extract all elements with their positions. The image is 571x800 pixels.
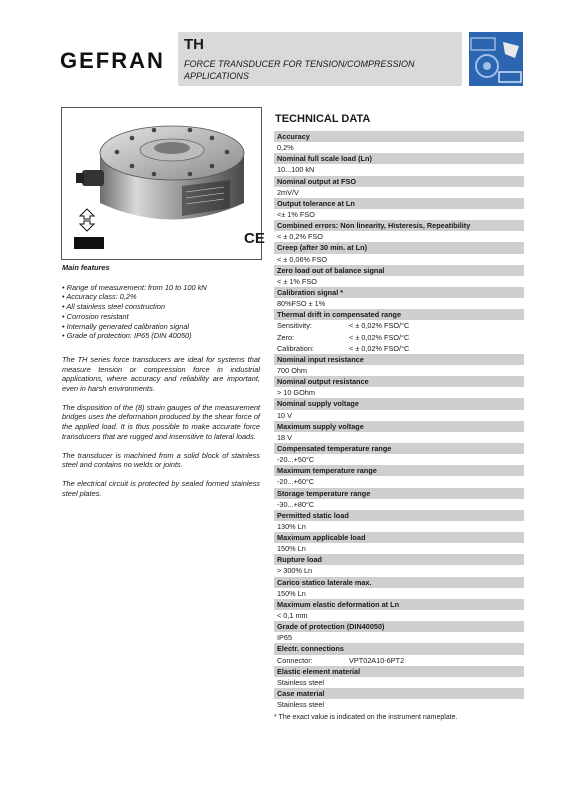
spec-key: Sensitivity:: [277, 321, 312, 331]
spec-heading: Nominal supply voltage: [274, 398, 524, 409]
spec-key-value: < ± 0,02% FSO/°C: [349, 321, 410, 331]
spec-heading: Zero load out of balance signal: [274, 265, 524, 276]
spec-heading: Rupture load: [274, 554, 524, 565]
spec-value: < ± 0,2% FSO: [274, 231, 524, 242]
spec-value: Stainless steel: [274, 699, 524, 710]
spec-heading: Compensated temperature range: [274, 443, 524, 454]
spec-heading: Maximum supply voltage: [274, 421, 524, 432]
spec-value: -20...+50°C: [274, 454, 524, 465]
spec-value: [274, 343, 524, 354]
spec-heading: Elastic element material: [274, 666, 524, 677]
spec-value: 80%FSO ± 1%: [274, 298, 524, 309]
spec-key: Calibration:: [277, 343, 314, 353]
description-paragraph: The disposition of the (8) strain gauges of the measurement bridges uses the deformation produced by the shear force of the applied load. It is thus possible to make accurate force transducers that are rugged and insensitive to lateral loads.: [62, 402, 260, 441]
spec-heading: Thermal drift in compensated range: [274, 309, 524, 320]
black-label-bar: [74, 237, 104, 249]
product-code: TH: [184, 36, 204, 53]
footnote: * The exact value is indicated on the instrument nameplate.: [274, 714, 458, 722]
description-column: [62, 263, 260, 507]
gefran-logo: GEFRAN: [60, 48, 165, 73]
spec-heading: Storage temperature range: [274, 488, 524, 499]
spec-value: Stainless steel: [274, 677, 524, 688]
application-illustration: [469, 32, 523, 86]
spec-heading: Calibration signal *: [274, 287, 524, 298]
spec-value: IP65: [274, 632, 524, 643]
spec-value: [274, 332, 524, 343]
spec-value: 10 V: [274, 410, 524, 421]
spec-value: <± 1% FSO: [274, 209, 524, 220]
description-paragraph: The transducer is machined from a solid block of stainless steel and contains no welds or joints.: [62, 450, 260, 470]
spec-heading: Combined errors: Non linearity, Histeresis, Repeatibility: [274, 220, 524, 231]
tension-compression-arrows-icon: [77, 208, 97, 232]
spec-value: [274, 320, 524, 331]
features-list: [62, 283, 260, 341]
spec-heading: Accuracy: [274, 131, 524, 142]
spec-key: Connector:: [277, 655, 313, 665]
spec-value: 150% Ln: [274, 588, 524, 599]
spec-heading: Maximum temperature range: [274, 465, 524, 476]
product-subtitle: FORCE TRANSDUCER FOR TENSION/COMPRESSION APPLICATIONS: [184, 59, 415, 81]
spec-heading: Nominal input resistance: [274, 354, 524, 365]
spec-heading: Carico statico laterale max.: [274, 577, 524, 588]
spec-value: > 10 GOhm: [274, 387, 524, 398]
main-features-title: Main features: [62, 263, 110, 272]
spec-heading: Creep (after 30 min. at Ln): [274, 242, 524, 253]
spec-key: Zero:: [277, 332, 295, 342]
description-paragraph: The electrical circuit is protected by sealed formed stainless steel plates.: [62, 478, 260, 498]
spec-value: -20...+60°C: [274, 476, 524, 487]
ce-mark: CE: [244, 230, 265, 247]
spec-heading: Maximum elastic deformation at Ln: [274, 599, 524, 610]
spec-value: [274, 655, 524, 666]
spec-key-value: VPT02A10-6PT2: [349, 655, 405, 665]
feature-item: • Accuracy class: 0,2%: [62, 292, 137, 302]
spec-heading: Output tolerance at Ln: [274, 198, 524, 209]
spec-value: < ± 1% FSO: [274, 276, 524, 287]
spec-value: 10...100 kN: [274, 164, 524, 175]
spec-heading: Case material: [274, 688, 524, 699]
spec-heading: Nominal output at FSO: [274, 176, 524, 187]
description-paragraph: The TH series force transducers are ideal for systems that measure tension or compression force in industrial applications, where accuracy and reliability are important, even in harsh environments.: [62, 354, 260, 394]
spec-value: 150% Ln: [274, 543, 524, 554]
feature-item: • Internally generated calibration signal: [62, 321, 190, 331]
spec-value: 130% Ln: [274, 521, 524, 532]
technical-data-table: [274, 131, 524, 723]
spec-value: 18 V: [274, 432, 524, 443]
spec-heading: Grade of protection (DIN40050): [274, 621, 524, 632]
spec-value: 700 Ohm: [274, 365, 524, 376]
technical-data-title: TECHNICAL DATA: [275, 113, 371, 125]
spec-value: -30...+80°C: [274, 499, 524, 510]
feature-item: • Corrosion resistant: [62, 311, 129, 321]
feature-item: • Range of measurement: from 10 to 100 kN: [62, 282, 207, 292]
spec-value: 2mV/V: [274, 187, 524, 198]
spec-key-value: < ± 0,02% FSO/°C: [349, 332, 410, 342]
spec-value: 0,2%: [274, 142, 524, 153]
spec-value: > 300% Ln: [274, 565, 524, 576]
spec-heading: Nominal full scale load (Ln): [274, 153, 524, 164]
feature-item: • All stainless steel construction: [62, 302, 165, 312]
spec-heading: Nominal output resistance: [274, 376, 524, 387]
spec-key-value: < ± 0,02% FSO/°C: [349, 343, 410, 353]
title-box: [178, 32, 462, 86]
spec-heading: Maximum applicable load: [274, 532, 524, 543]
spec-value: < 0,1 mm: [274, 610, 524, 621]
feature-item: • Grade of protection: IP65 (DIN 40050): [62, 331, 192, 341]
spec-heading: Permitted static load: [274, 510, 524, 521]
spec-value: < ± 0,06% FSO: [274, 254, 524, 265]
spec-heading: Electr. connections: [274, 643, 524, 654]
